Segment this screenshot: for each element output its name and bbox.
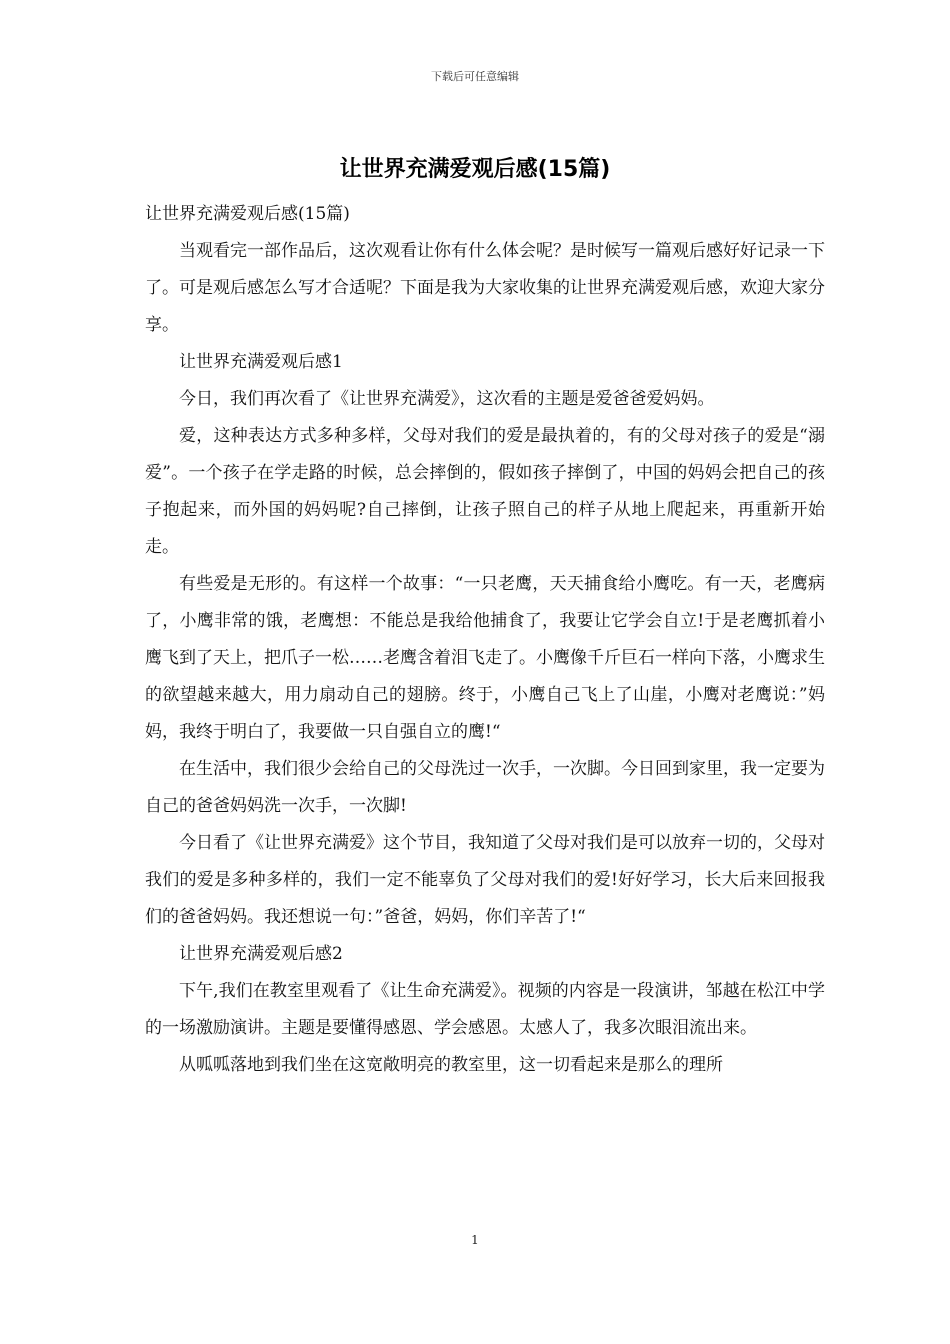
page-number: 1 — [471, 1233, 479, 1247]
document-body — [145, 196, 825, 1084]
section-heading: 让世界充满爱观后感1 — [179, 352, 343, 372]
paragraph: 今日，我们再次看了《让世界充满爱》，这次看的主题是爱爸爸爱妈妈。 — [179, 389, 715, 409]
paragraph: 有些爱是无形的。有这样一个故事：“一只老鹰，天天捕食给小鹰吃。有一天，老鹰病了，小鹰非常的饿，老鹰想：不能总是我给他捕食了，我要让它学会自立!于是老鹰抓着小鹰飞到了天上，把爪子一松……老鹰含着泪飞走了。小鹰像千斤巨石一样向下落，小鹰求生的欲望越来越大，用力扇动自己的翅膀。终于，小鹰自己飞上了山崖，小鹰对老鹰说：”妈妈，我终于明白了，我要做一只自强自立的鹰!“ — [145, 574, 825, 742]
paragraph: 从呱呱落地到我们坐在这宽敞明亮的教室里，这一切看起来是那么的理所 — [179, 1055, 723, 1075]
paragraph: 当观看完一部作品后，这次观看让你有什么体会呢？是时候写一篇观后感好好记录一下了。可是观后感怎么写才合适呢？下面是我为大家收集的让世界充满爱观后感，欢迎大家分享。 — [145, 241, 825, 335]
paragraph: 让世界充满爱观后感(15篇) — [145, 204, 350, 224]
paragraph: 在生活中，我们很少会给自己的父母洗过一次手，一次脚。今日回到家里，我一定要为自己的爸爸妈妈洗一次手，一次脚! — [145, 759, 825, 816]
paragraph: 下午,我们在教室里观看了《让生命充满爱》。视频的内容是一段演讲，邹越在松江中学的一场激励演讲。主题是要懂得感恩、学会感恩。太感人了，我多次眼泪流出来。 — [145, 981, 825, 1038]
document-title: 让世界充满爱观后感(15篇) — [339, 157, 611, 182]
paragraph: 今日看了《让世界充满爱》这个节目，我知道了父母对我们是可以放弃一切的，父母对我们的爱是多种多样的，我们一定不能辜负了父母对我们的爱!好好学习，长大后来回报我们的爸爸妈妈。我还想说一句：”爸爸，妈妈，你们辛苦了!“ — [145, 833, 825, 927]
section-heading: 让世界充满爱观后感2 — [179, 944, 343, 964]
header-note: 下载后可任意编辑 — [431, 70, 519, 83]
paragraph: 爱，这种表达方式多种多样，父母对我们的爱是最执着的，有的父母对孩子的爱是“溺爱”。一个孩子在学走路的时候，总会摔倒的，假如孩子摔倒了，中国的妈妈会把自己的孩子抱起来，而外国的妈妈呢?自己摔倒，让孩子照自己的样子从地上爬起来，再重新开始走。 — [145, 426, 825, 557]
